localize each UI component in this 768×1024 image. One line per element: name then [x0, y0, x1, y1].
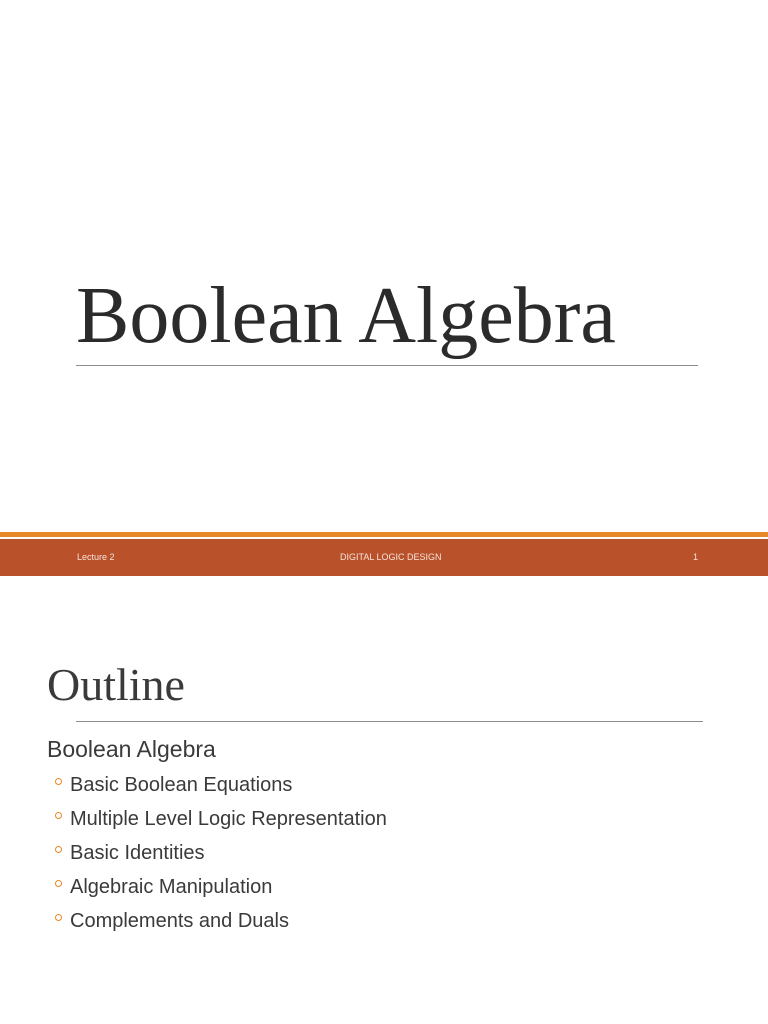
bullet-text: Algebraic Manipulation: [70, 875, 273, 898]
footer-lecture-label: Lecture 2: [77, 552, 115, 562]
list-item: [55, 904, 387, 938]
footer-course-title: DIGITAL LOGIC DESIGN: [340, 552, 442, 562]
outline-title: Outline: [47, 659, 185, 710]
list-item: [55, 836, 387, 870]
outline-divider: [76, 721, 703, 722]
list-item: [55, 768, 387, 802]
bullet-circle-icon: [55, 880, 62, 887]
bullet-circle-icon: [55, 778, 62, 785]
list-item: [55, 870, 387, 904]
outline-heading: Boolean Algebra: [47, 736, 216, 762]
bullet-circle-icon: [55, 812, 62, 819]
outline-bullet-list: [55, 768, 387, 938]
bullet-text: Complements and Duals: [70, 909, 289, 932]
list-item: [55, 802, 387, 836]
title-divider: [76, 365, 698, 366]
bullet-text: Multiple Level Logic Representation: [70, 807, 387, 830]
bullet-circle-icon: [55, 914, 62, 921]
footer-page-number: 1: [693, 552, 699, 562]
bullet-text: Basic Identities: [70, 841, 205, 864]
bullet-circle-icon: [55, 846, 62, 853]
slide-title: Boolean Algebra: [76, 272, 616, 360]
bullet-text: Basic Boolean Equations: [70, 773, 293, 796]
